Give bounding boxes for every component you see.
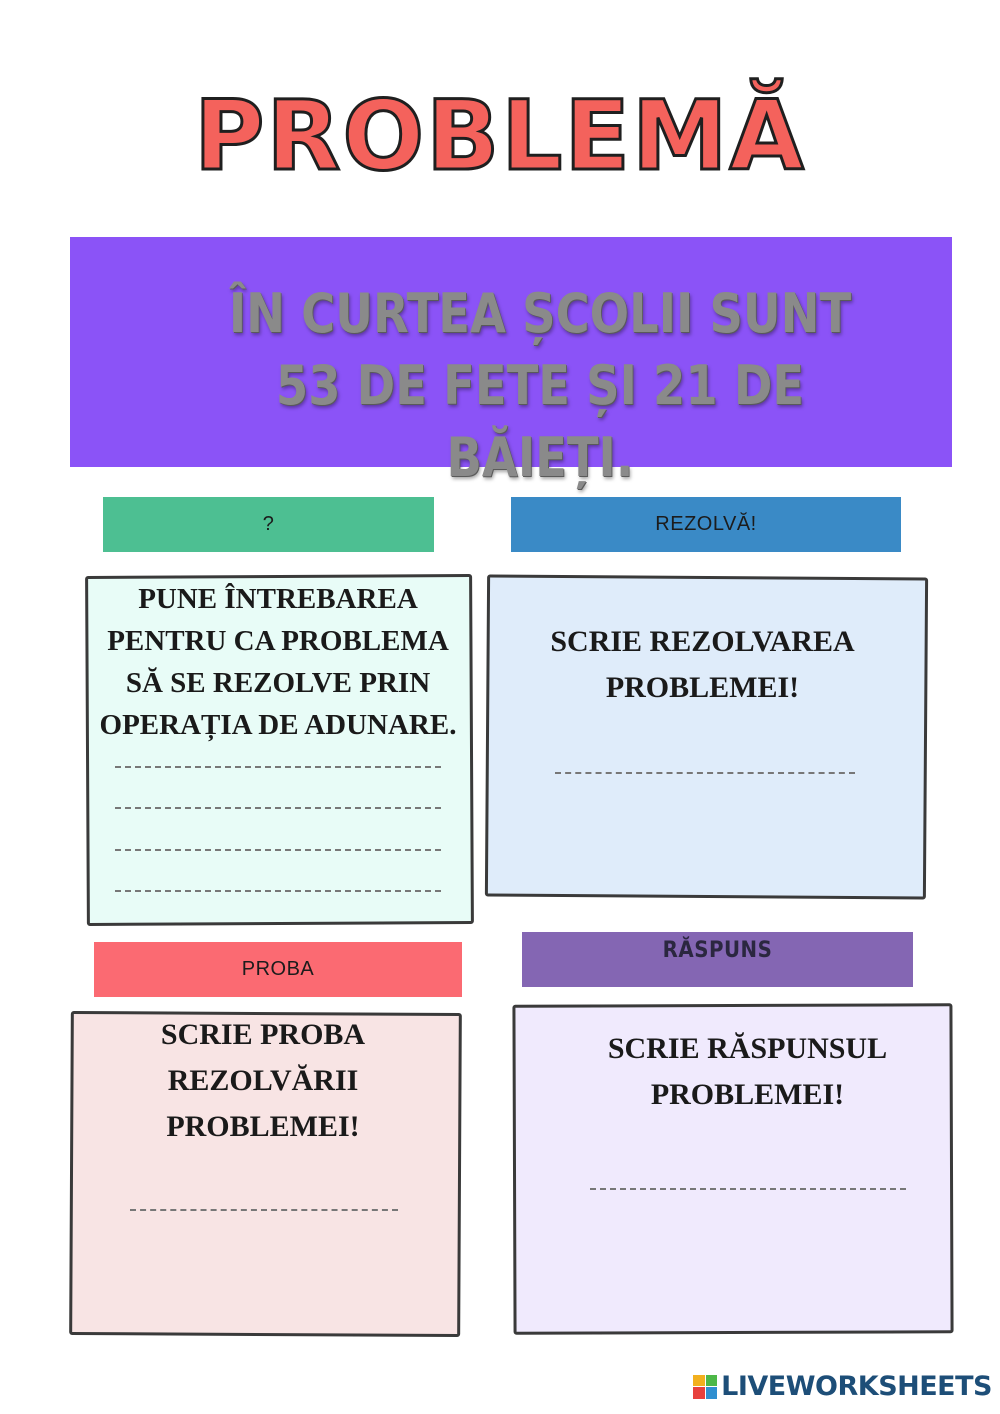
page-title: PROBLEMĂ [194, 80, 806, 192]
solve-instruction: SCRIE REZOLVAREA PROBLEMEI! [550, 625, 855, 704]
liveworksheets-logo-icon [693, 1375, 717, 1399]
solve-label: REZOLVĂ! [511, 497, 901, 552]
answer-label: RĂSPUNS [522, 932, 913, 987]
proof-instruction: SCRIE PROBA REZOLVĂRII PROBLEMEI! [160, 1018, 366, 1143]
answer-answer-line[interactable] [590, 1188, 906, 1190]
proof-answer-line[interactable] [130, 1209, 398, 1211]
question-answer-line-4[interactable] [115, 890, 441, 892]
answer-instruction: SCRIE RĂSPUNSUL PROBLEMEI! [607, 1032, 888, 1111]
question-label: ? [103, 497, 434, 552]
problem-statement: ÎN CURTEA ȘCOLII SUNT 53 DE FETE ȘI 21 DE BĂIEȚI. [228, 282, 852, 489]
question-answer-line-2[interactable] [115, 807, 441, 809]
liveworksheets-brand [693, 1371, 992, 1402]
question-answer-line-1[interactable] [115, 766, 441, 768]
question-instruction: PUNE ÎNTREBAREA PENTRU CA PROBLEMA SĂ SE REZOLVE PRIN OPERAȚIA DE ADUNARE. [99, 583, 457, 741]
solve-answer-line[interactable] [555, 772, 855, 774]
proof-label: PROBA [94, 942, 462, 997]
question-answer-line-3[interactable] [115, 849, 441, 851]
brand-name: LIVEWORKSHEETS [721, 1371, 992, 1402]
